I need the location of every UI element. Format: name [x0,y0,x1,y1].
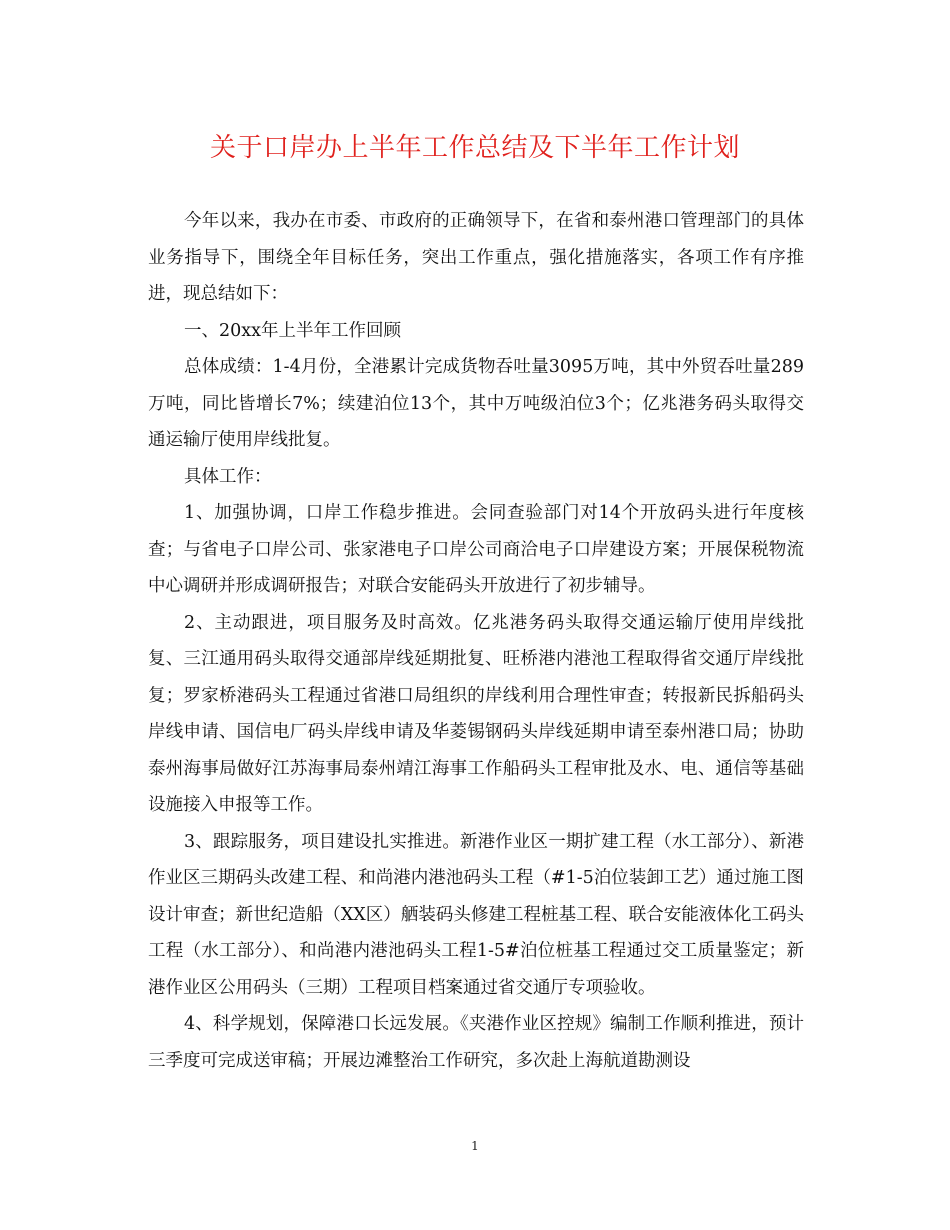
document-title: 关于口岸办上半年工作总结及下半年工作计划 [209,133,740,163]
paragraph-item-3: 3、跟踪服务，项目建设扎实推进。新港作业区一期扩建工程（水工部分）、新港作业区三期码头改建工程、和尚港内港池码头工程（#1-5泊位装卸工艺）通过施工图设计审查；新世纪造船（XX区）舾装码头修建工程桩基工程、联合安能液体化工码头工程（水工部分）、和尚港内港池码头工程1-5#泊位桩基工程通过交工质量鉴定；新港作业区公用码头（三期）工程项目档案通过省交通厅专项验收。 [148,831,804,998]
paragraph-overall-results: 总体成绩：1-4月份，全港累计完成货物吞吐量3095万吨，其中外贸吞吐量289万吨，同比皆增长7%；续建泊位13个，其中万吨级泊位3个；亿兆港务码头取得交通运输厅使用岸线批复。 [148,357,804,450]
document-body [148,203,804,1079]
section-heading-review: 一、20xx年上半年工作回顾 [184,320,402,341]
page-number: 1 [471,1139,479,1153]
paragraph-item-2: 2、主动跟进，项目服务及时高效。亿兆港务码头取得交通运输厅使用岸线批复、三江通用码头取得交通部岸线延期批复、旺桥港内港池工程取得省交通厅岸线批复；罗家桥港码头工程通过省港口局组织的岸线利用合理性审查；转报新民拆船码头岸线申请、国信电厂码头岸线申请及华菱锡钢码头岸线延期申请至泰州港口局；协助泰州海事局做好江苏海事局泰州靖江海事工作船码头工程审批及水、电、通信等基础设施接入申报等工作。 [148,612,804,815]
paragraph-item-1: 1、加强协调，口岸工作稳步推进。会同查验部门对14个开放码头进行年度核查；与省电子口岸公司、张家港电子口岸公司商洽电子口岸建设方案；开展保税物流中心调研并形成调研报告；对联合安能码头开放进行了初步辅导。 [148,503,804,596]
paragraph-intro: 今年以来，我办在市委、市政府的正确领导下，在省和泰州港口管理部门的具体业务指导下，围绕全年目标任务，突出工作重点，强化措施落实，各项工作有序推进，现总结如下： [148,211,804,304]
subheading-specific-work: 具体工作： [184,466,272,487]
paragraph-item-4: 4、科学规划，保障港口长远发展。《夹港作业区控规》编制工作顺利推进，预计三季度可完成送审稿；开展边滩整治工作研究，多次赴上海航道勘测设 [148,1014,804,1071]
